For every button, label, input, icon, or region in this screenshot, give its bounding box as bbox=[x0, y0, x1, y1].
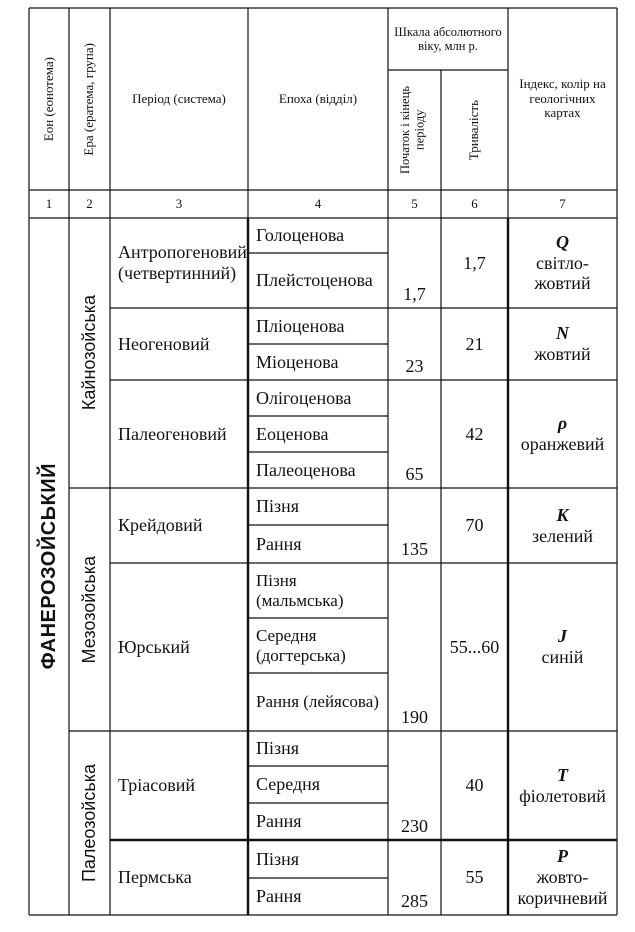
epoch-name: Голоценова bbox=[256, 225, 345, 246]
period-index bbox=[508, 308, 617, 380]
period-index bbox=[508, 563, 617, 731]
period-name: Неогеновий bbox=[118, 333, 210, 354]
period-name: Крейдовий bbox=[118, 515, 203, 536]
period-start: 285 bbox=[401, 891, 428, 912]
period-index bbox=[508, 380, 617, 488]
period-index bbox=[508, 840, 617, 915]
period-index bbox=[508, 218, 617, 308]
period-name: Тріасовий bbox=[118, 775, 196, 796]
period-duration: 70 bbox=[465, 515, 484, 536]
era-paleozoic: Палеозойська bbox=[79, 763, 100, 883]
period-name: Антропогеновий (четвертинний) bbox=[118, 242, 247, 283]
period-duration: 21 bbox=[465, 333, 484, 354]
header-index: Індекс, колір на геологічних картах bbox=[519, 75, 606, 121]
period-start: 230 bbox=[401, 816, 428, 837]
period-duration: 40 bbox=[465, 775, 484, 796]
index-color: синій bbox=[541, 647, 584, 667]
epoch-name: Пізня bbox=[256, 496, 300, 517]
index-letter: N bbox=[556, 323, 569, 344]
header-period: Період (система) bbox=[132, 90, 226, 106]
epoch-name: Середня bbox=[256, 774, 321, 795]
index-letter: T bbox=[557, 764, 568, 785]
index-color: жовто-коричневий bbox=[517, 867, 608, 908]
eon-name: ФАНЕРОЗОЙСЬКИЙ bbox=[37, 463, 60, 670]
index-color: жовтий bbox=[534, 344, 591, 364]
index-letter: Q bbox=[556, 231, 569, 252]
epoch-name: Рання bbox=[256, 886, 302, 907]
col-number: 5 bbox=[411, 195, 418, 211]
era-mesozoic: Мезозойська bbox=[79, 555, 100, 664]
period-index bbox=[508, 731, 617, 840]
period-name: Юрський bbox=[118, 636, 190, 657]
period-start: 23 bbox=[405, 356, 424, 377]
epoch-name: Олігоценова bbox=[256, 387, 352, 408]
header-start: Початок і кінець періоду bbox=[397, 86, 426, 174]
index-color: світло-жовтий bbox=[534, 252, 591, 294]
era-cenozoic: Кайнозойська bbox=[79, 295, 100, 411]
col-number: 4 bbox=[314, 195, 322, 211]
header-epoch: Епоха (відділ) bbox=[278, 90, 358, 106]
period-index bbox=[508, 488, 617, 563]
epoch-name: Пізня bbox=[256, 848, 300, 869]
header-eon: Еон (еонотема) bbox=[40, 56, 56, 142]
period-duration: 55 bbox=[465, 867, 484, 888]
period-start: 65 bbox=[405, 464, 424, 485]
index-letter: J bbox=[558, 626, 567, 647]
header-scale: Шкала абсолютного віку, млн р. bbox=[394, 24, 502, 53]
period-duration: 55...60 bbox=[449, 636, 500, 657]
period-start: 1,7 bbox=[403, 284, 426, 305]
epoch-name: Рання bbox=[256, 533, 302, 554]
epoch-name: Середня (догтерська) bbox=[256, 625, 346, 665]
index-letter: K bbox=[556, 504, 569, 525]
epoch-name: Пізня bbox=[256, 738, 300, 759]
header-duration: Тривалість bbox=[466, 99, 482, 161]
epoch-name: Рання (лейясова) bbox=[256, 692, 379, 712]
period-start: 135 bbox=[401, 539, 428, 560]
header-era: Ера (ератема, група) bbox=[81, 42, 97, 156]
epoch-name: Пліоценова bbox=[256, 315, 345, 336]
epoch-name: Палеоценова bbox=[256, 459, 356, 480]
col-number: 2 bbox=[86, 195, 93, 211]
period-name: Палеогеновий bbox=[118, 423, 227, 444]
epoch-name: Міоценова bbox=[256, 351, 339, 372]
index-color: фіолетовий bbox=[519, 785, 606, 806]
period-duration: 42 bbox=[465, 423, 484, 444]
epoch-name: Пізня (мальмська) bbox=[256, 570, 344, 610]
epoch-name: Рання bbox=[256, 811, 302, 832]
period-name: Пермська bbox=[118, 867, 192, 888]
col-number: 1 bbox=[45, 195, 53, 211]
col-number: 3 bbox=[175, 195, 183, 211]
epoch-name: Плейстоценова bbox=[256, 270, 373, 291]
index-color: зелений bbox=[532, 525, 593, 546]
period-start: 190 bbox=[401, 707, 428, 728]
index-color: оранжевий bbox=[520, 434, 605, 454]
epoch-name: Еоценова bbox=[256, 423, 329, 444]
index-letter: P bbox=[557, 846, 568, 867]
col-number: 7 bbox=[559, 195, 566, 211]
period-duration: 1,7 bbox=[463, 252, 486, 273]
index-letter: ρ bbox=[557, 413, 568, 434]
col-number: 6 bbox=[471, 195, 478, 211]
